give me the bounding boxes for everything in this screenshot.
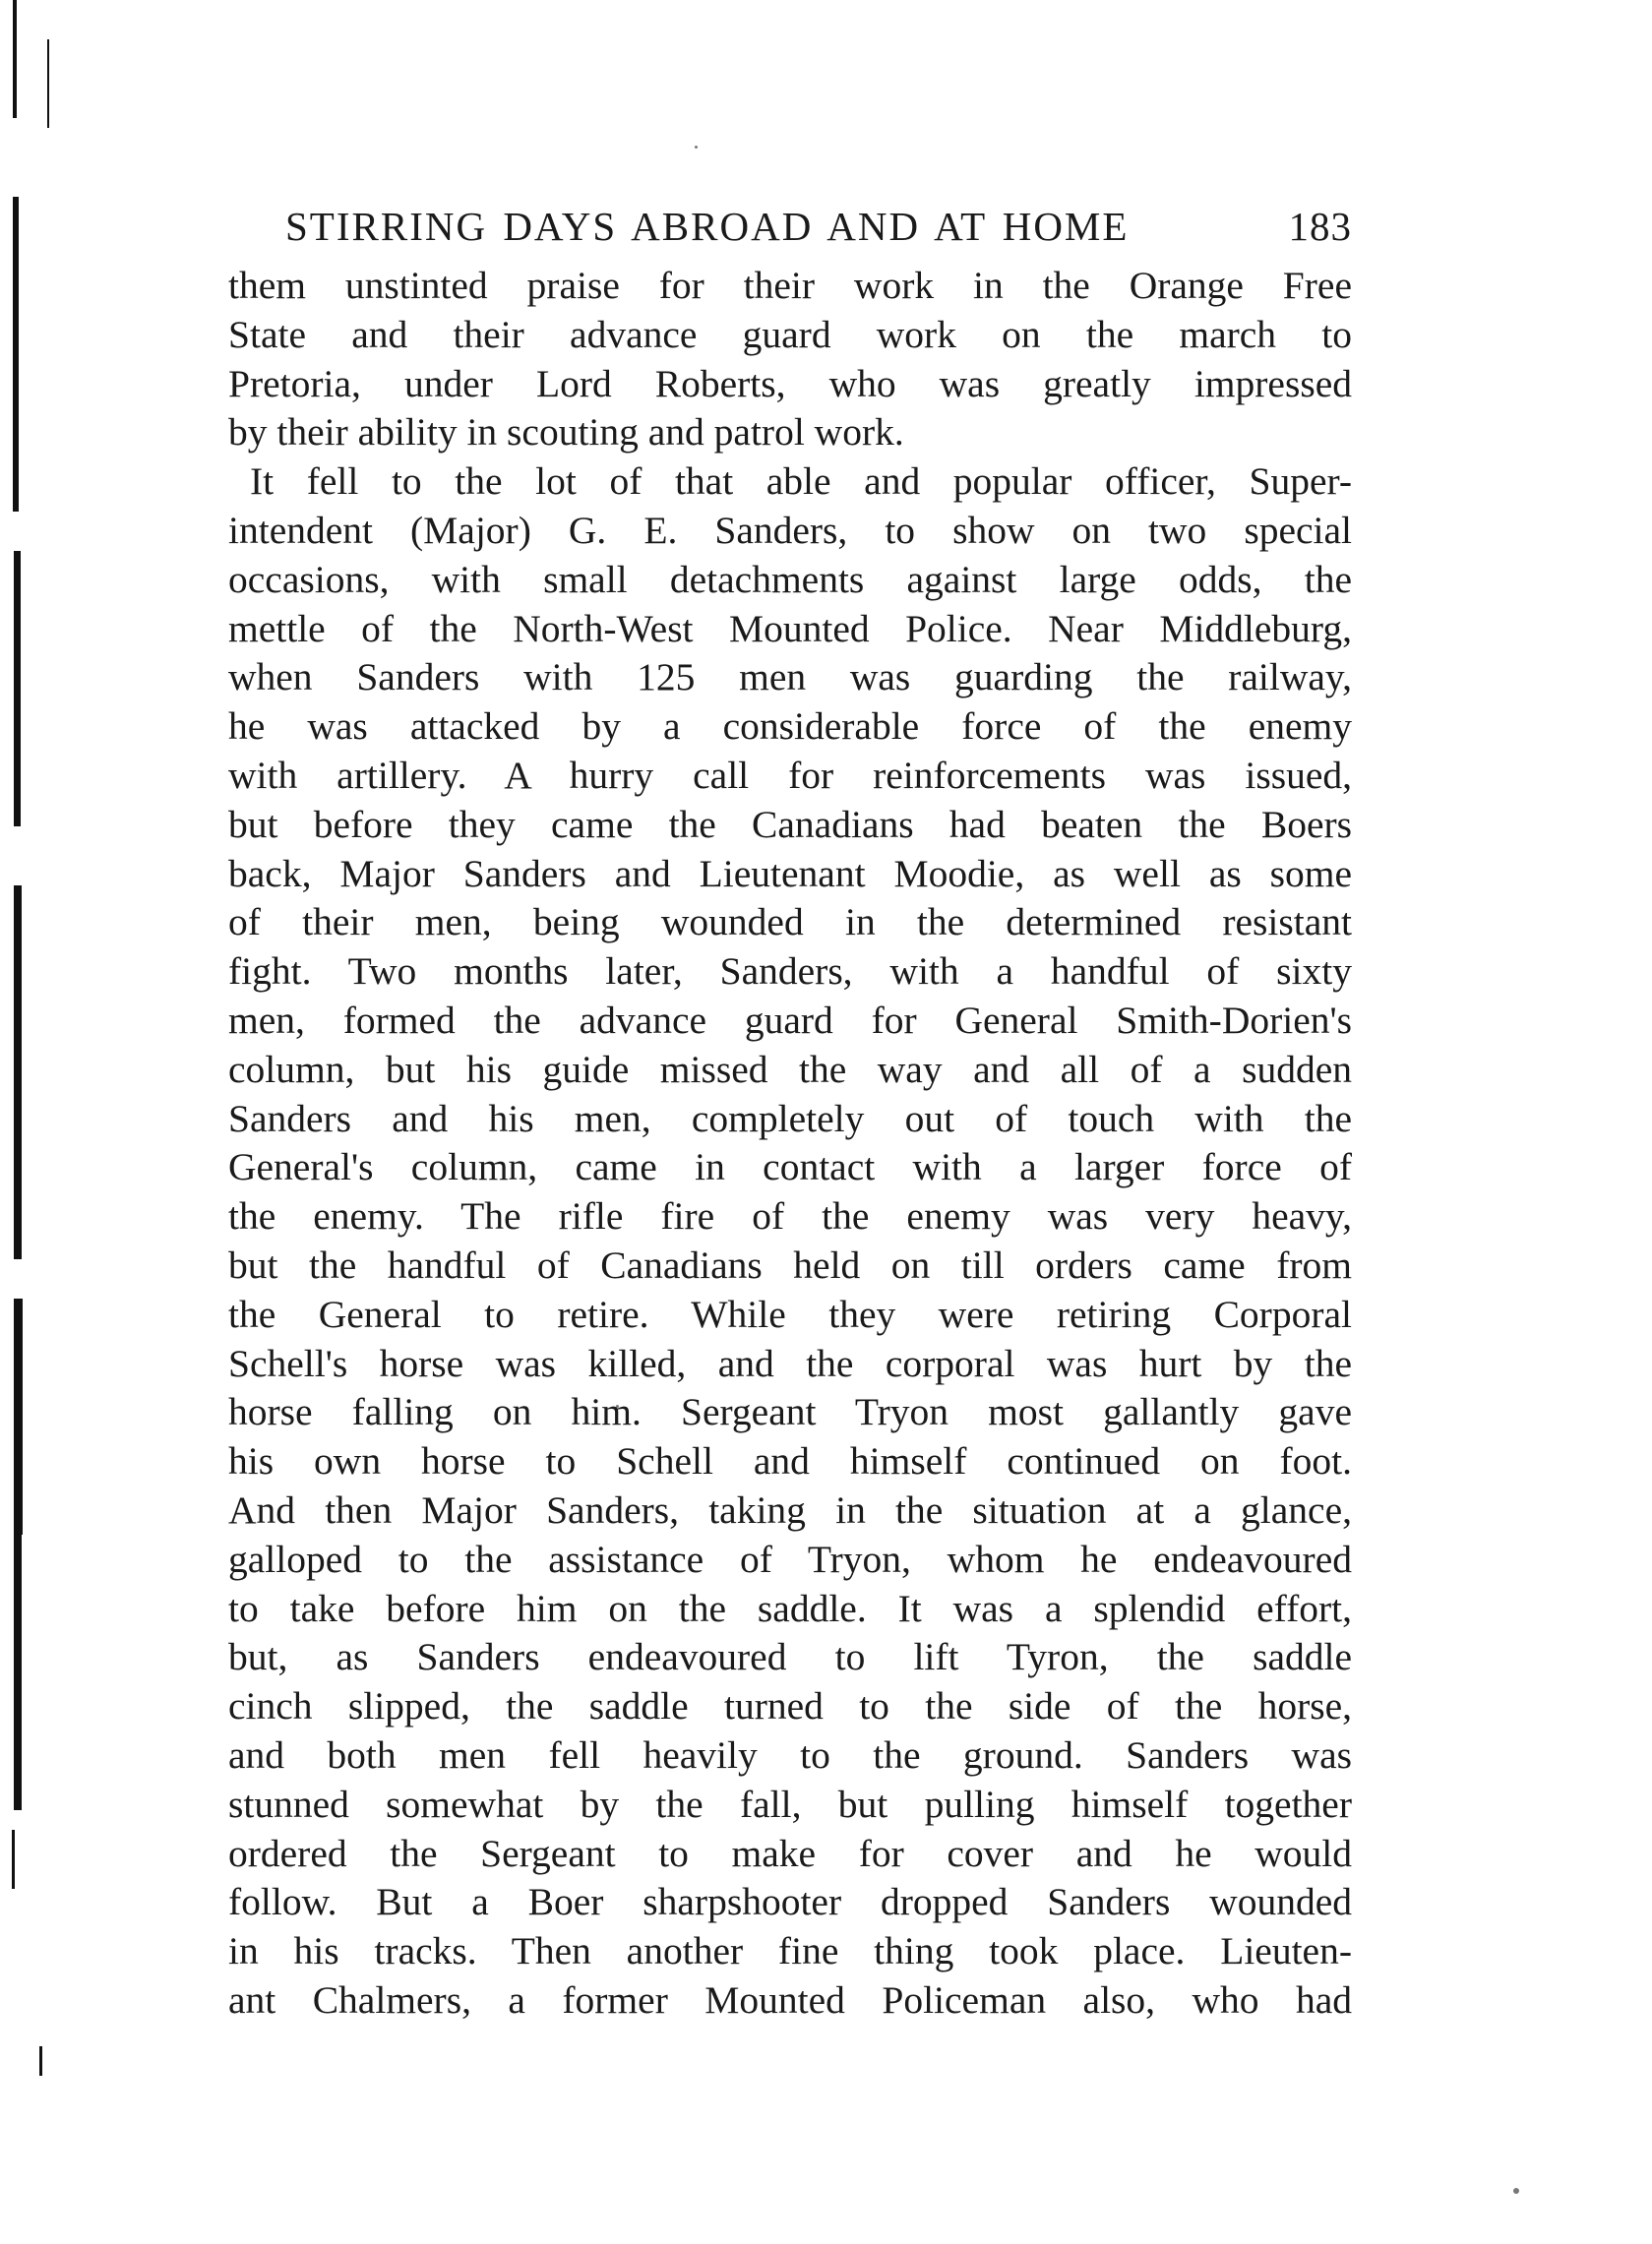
text-line: but, as Sanders endeavoured to lift Tyron, the saddle <box>228 1635 1352 1679</box>
text-line: and both men fell heavily to the ground. Sanders was <box>228 1732 1352 1777</box>
book-page <box>228 195 1352 2026</box>
body-text <box>228 262 1352 2026</box>
text-line: to take before him on the saddle. It was a splendid effort, <box>228 1586 1352 1630</box>
text-line: ordered the Sergeant to make for cover and he would <box>228 1831 1352 1875</box>
running-head <box>285 195 1352 258</box>
text-line: horse falling on him. Sergeant Tryon most gallantly gave <box>228 1390 1352 1434</box>
text-line: when Sanders with 125 men was guarding the railway, <box>228 655 1352 699</box>
text-line: them unstinted praise for their work in the Orange Free <box>228 264 1352 307</box>
text-line: cinch slipped, the saddle turned to the side of the horse, <box>228 1684 1352 1728</box>
text-line: his own horse to Schell and himself continued on foot. <box>228 1439 1352 1484</box>
text-line: fight. Two months later, Sanders, with a handful of sixty <box>228 949 1352 994</box>
text-line: ant Chalmers, a former Mounted Policeman also, who had <box>228 1977 1352 2022</box>
text-line: the General to retire. While they were retiring Corporal <box>228 1292 1352 1336</box>
text-line: follow. But a Boer sharpshooter dropped Sanders wounded <box>228 1880 1352 1924</box>
text-line: back, Major Sanders and Lieutenant Moodie, as well as some <box>228 851 1352 895</box>
text-line: the enemy. The rifle fire of the enemy was very heavy, <box>228 1194 1352 1239</box>
text-line: but the handful of Canadians held on till orders came from <box>228 1243 1352 1287</box>
text-line: column, but his guide missed the way and all of a sudden <box>228 1047 1352 1091</box>
text-line: Sanders and his men, completely out of touch with the <box>228 1096 1352 1140</box>
page-number: 183 <box>1288 204 1352 249</box>
text-line: galloped to the assistance of Tryon, whom he endeavoured <box>228 1537 1352 1581</box>
text-line: occasions, with small detachments against large odds, the <box>228 557 1352 601</box>
text-line: mettle of the North-West Mounted Police. Near Middleburg, <box>228 606 1352 650</box>
text-line: by their ability in scouting and patrol work. <box>228 410 904 455</box>
text-line: Schell's horse was killed, and the corporal was hurt by the <box>228 1341 1352 1385</box>
paragraph <box>228 262 1352 457</box>
running-title: STIRRING DAYS ABROAD AND AT HOME <box>285 204 1130 249</box>
text-line: of their men, being wounded in the determined resistant <box>228 900 1352 944</box>
text-line: intendent (Major) G. E. Sanders, to show on two special <box>228 508 1352 552</box>
text-line: men, formed the advance guard for General Smith-Dorien's <box>228 998 1352 1042</box>
text-line: It fell to the lot of that able and popular officer, Super- <box>250 459 1352 504</box>
text-line: in his tracks. Then another fine thing took place. Lieuten- <box>228 1929 1352 1973</box>
text-line: with artillery. A hurry call for reinforcements was issued, <box>228 753 1352 797</box>
text-line: State and their advance guard work on the march to <box>228 312 1352 356</box>
scanned-binding-edge <box>0 0 30 2244</box>
text-line: And then Major Sanders, taking in the situation at a glance, <box>228 1487 1352 1532</box>
text-line: Pretoria, under Lord Roberts, who was greatly impressed <box>228 361 1352 405</box>
text-line: stunned somewhat by the fall, but pulling himself together <box>228 1782 1352 1826</box>
text-line: he was attacked by a considerable force of the enemy <box>228 704 1352 749</box>
text-line: but before they came the Canadians had beaten the Boers <box>228 802 1352 846</box>
paragraph <box>228 457 1352 2026</box>
text-line: General's column, came in contact with a larger force of <box>228 1145 1352 1189</box>
